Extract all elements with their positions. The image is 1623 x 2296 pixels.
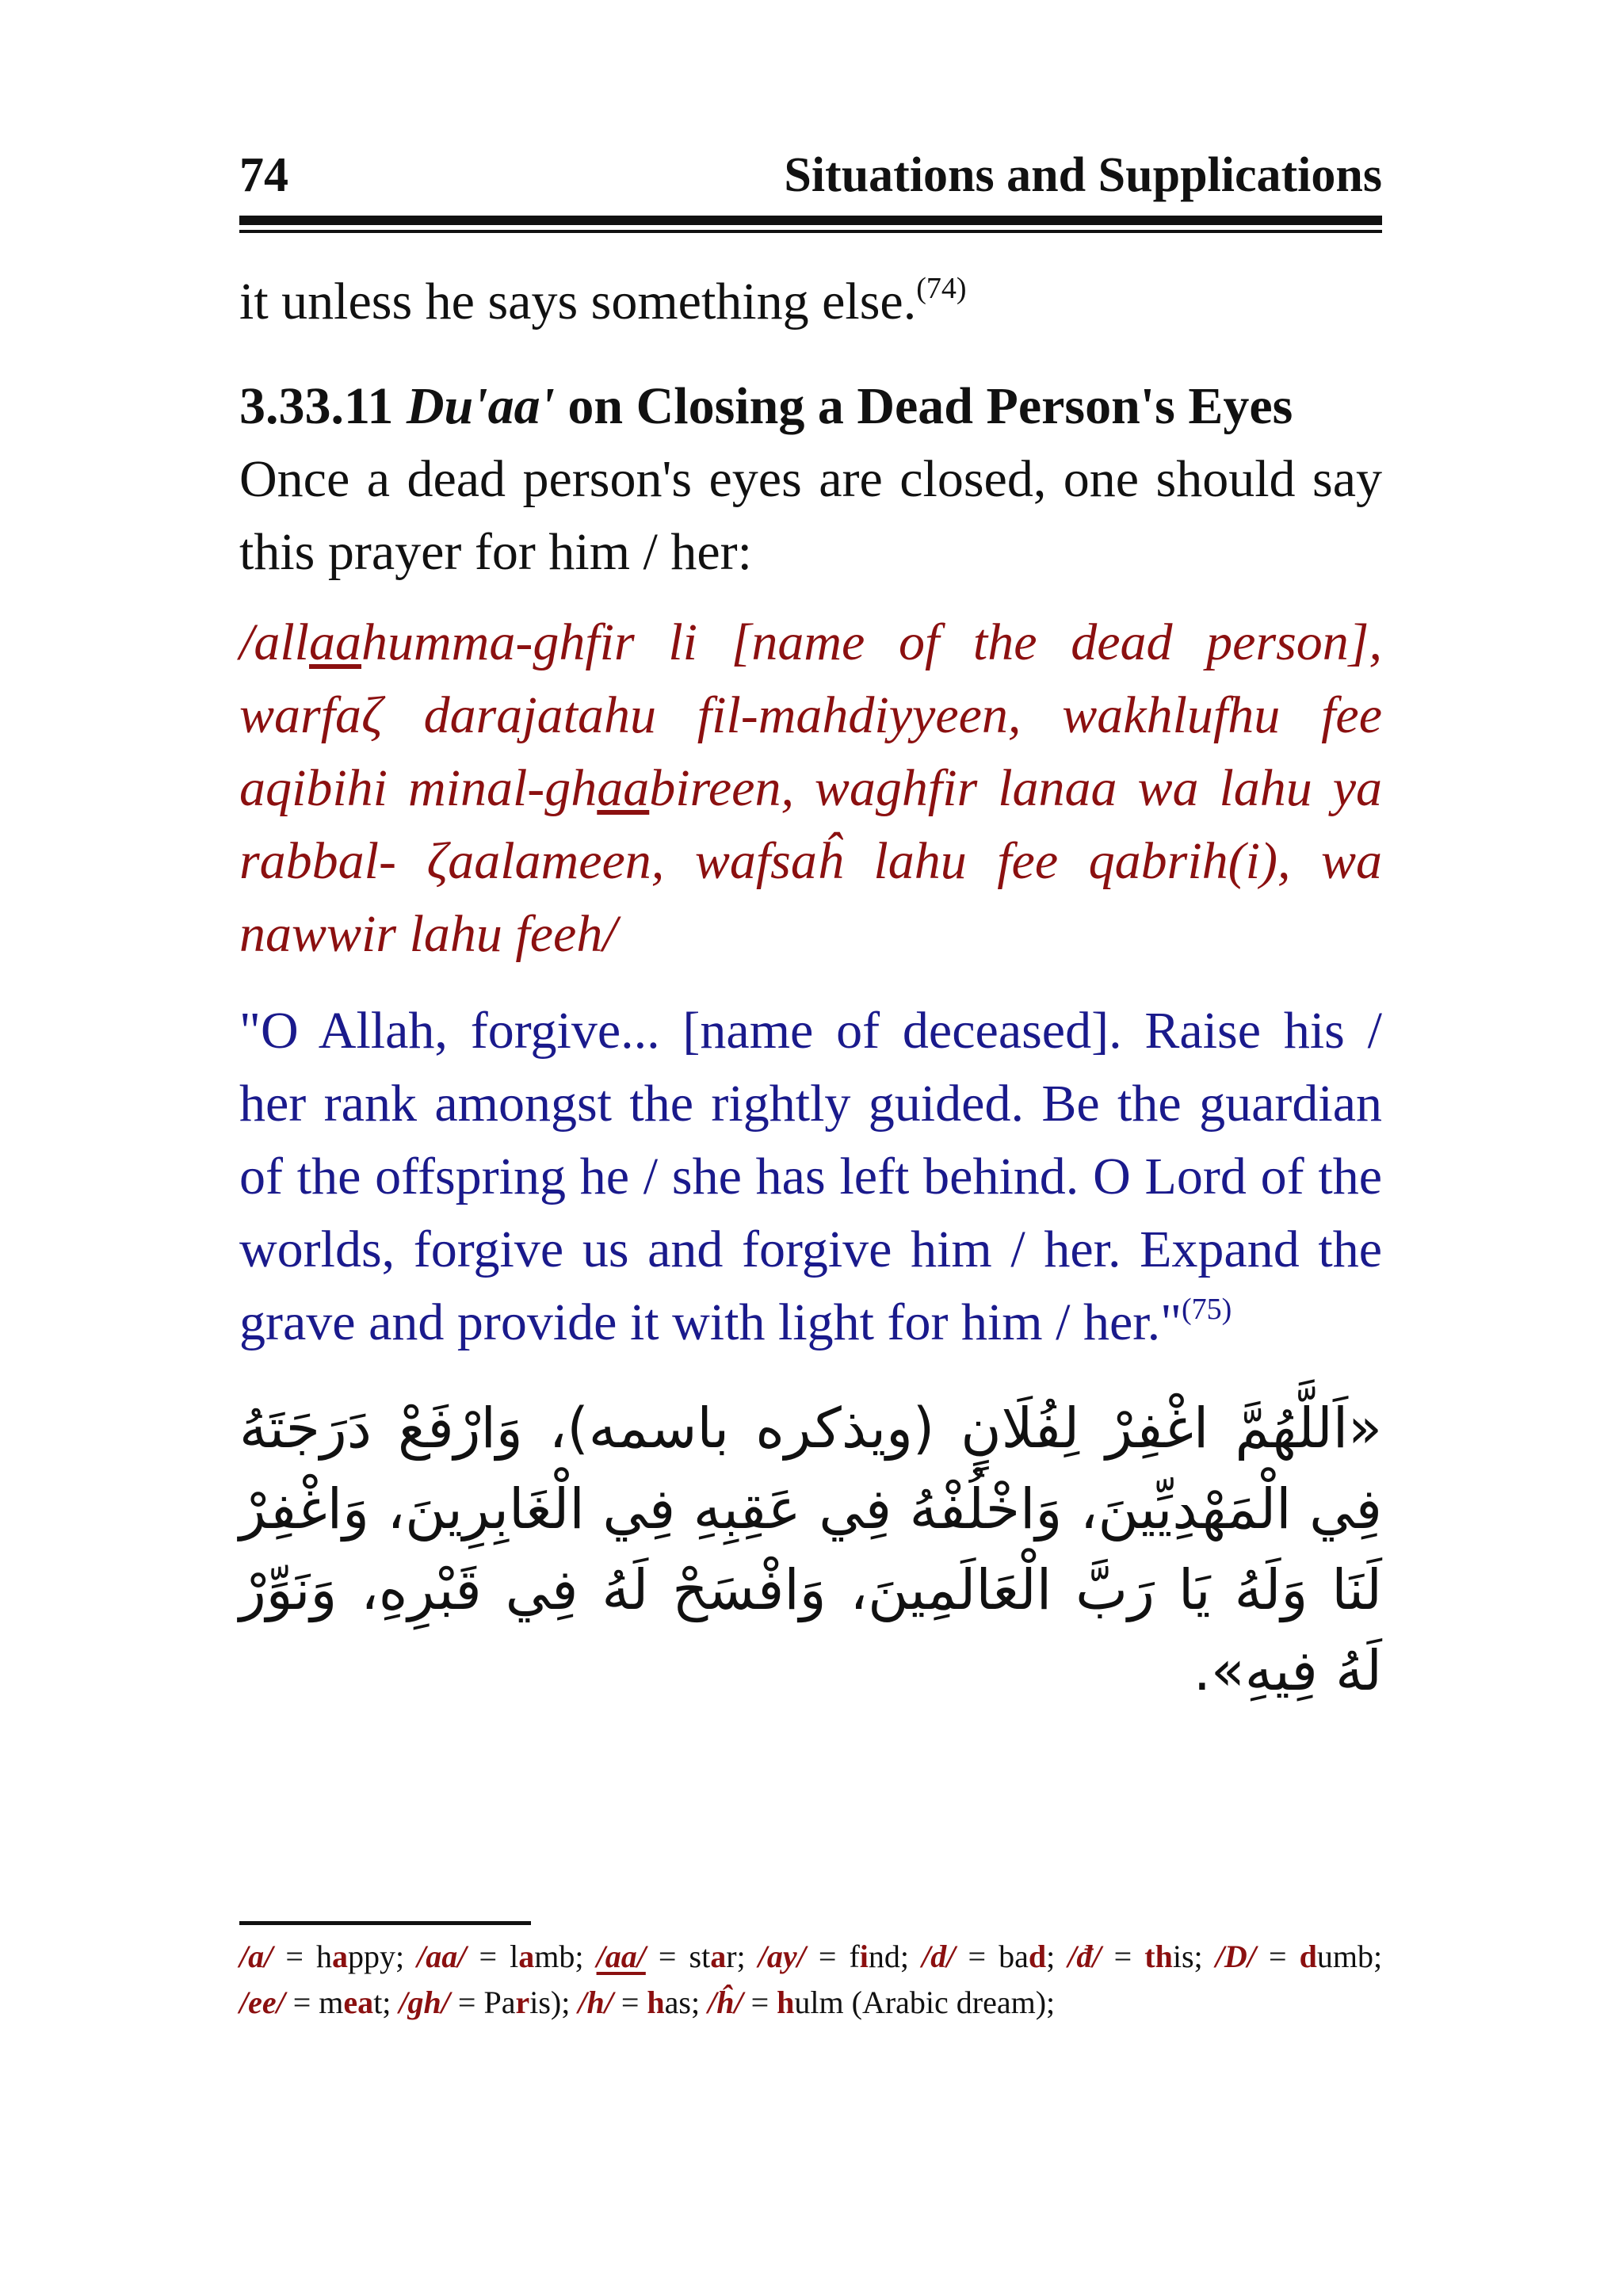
- key-highlight: d: [1028, 1939, 1047, 1974]
- key-symbol: /D/: [1215, 1939, 1256, 1974]
- footnote-rule: [239, 1921, 531, 1925]
- key-text: =: [449, 1985, 484, 2020]
- key-text: =: [1101, 1939, 1145, 1974]
- key-text: =: [743, 1985, 777, 2020]
- key-text: =: [955, 1939, 999, 1974]
- key-highlight: a: [331, 1939, 348, 1974]
- key-text: r;: [726, 1939, 746, 1974]
- key-text: ;: [1046, 1939, 1056, 1974]
- key-symbol: /ee/: [239, 1985, 285, 2020]
- key-text: is;: [1172, 1939, 1203, 1974]
- intro-text: it unless he says something else.: [239, 273, 917, 330]
- translit-underlined-2: aa: [597, 759, 650, 817]
- section-number: 3.33.11: [239, 377, 394, 435]
- key-item: [578, 1985, 708, 2020]
- section-3-33-11: [239, 370, 1382, 1711]
- running-title: Situations and Supplications: [784, 148, 1382, 202]
- key-text: t;: [373, 1985, 391, 2020]
- key-text: =: [613, 1985, 647, 2020]
- key-symbol: /ĥ/: [708, 1985, 743, 2020]
- key-text: h: [315, 1939, 332, 1974]
- arabic-supplication: «اَللَّهُمَّ اغْفِرْ لِفُلَانٍ (ويذكره باسمه)، وَارْفَعْ دَرَجَتَهُ فِي الْمَهْدِيِّينَ، وَاخْلُفْهُ فِي عَقِبِهِ فِي الْغَابِرِينَ، وَاغْفِرْ لَنَا وَلَهُ يَا رَبَّ الْعَالَمِينَ، وَافْسَحْ لَهُ فِي قَبْرِهِ، وَنَوِّرْ لَهُ فِيهِ».: [239, 1396, 1382, 1703]
- page-header: [239, 147, 1382, 211]
- key-item: [708, 1985, 1055, 2020]
- key-symbol: /ay/: [758, 1939, 806, 1974]
- key-text: =: [645, 1939, 689, 1974]
- key-text: ulm (Arabic dream);: [794, 1985, 1056, 2020]
- key-symbol: /d/: [922, 1939, 956, 1974]
- key-item: [239, 1939, 417, 1974]
- key-highlight: d: [1299, 1939, 1317, 1974]
- translit-part-1: /all: [239, 613, 310, 671]
- key-item: [922, 1939, 1067, 1974]
- key-highlight: th: [1144, 1939, 1173, 1974]
- key-symbol: /đ/: [1067, 1939, 1102, 1974]
- pronunciation-key: [239, 1934, 1382, 2026]
- key-highlight: a: [518, 1939, 535, 1974]
- key-item: [597, 1939, 758, 1974]
- key-text: st: [689, 1939, 711, 1974]
- key-symbol: /gh/: [399, 1985, 450, 2020]
- key-text: umb;: [1316, 1939, 1383, 1974]
- key-text: mb;: [534, 1939, 584, 1974]
- key-item: [758, 1939, 922, 1974]
- section-title-italic: Du'aa': [406, 377, 555, 435]
- section-title-text: on Closing a Dead Person's Eyes: [567, 377, 1293, 435]
- key-text: ba: [999, 1939, 1029, 1974]
- key-text: m: [319, 1985, 344, 2020]
- translit-part-2: humma-ghfir li [name of the dead person], warfaζ darajatahu fil-mahdiyyeen, wakhlufhu fee aqibihi minal-gh: [239, 613, 1382, 817]
- key-text: =: [285, 1985, 319, 2020]
- transliteration-block: [239, 606, 1382, 971]
- key-highlight: r: [515, 1985, 530, 2020]
- key-text: =: [466, 1939, 510, 1974]
- key-text: nd;: [868, 1939, 910, 1974]
- key-highlight: h: [777, 1985, 795, 2020]
- translit-part-3: bireen, waghfir lanaa wa lahu ya rabbal- ζaalameen, wafsaĥ lahu fee qabrih(i), wa nawwir lahu feeh/: [239, 759, 1383, 963]
- section-title: [239, 370, 1382, 443]
- translation-text: "O Allah, forgive... [name of deceased]. Raise his / her rank amongst the rightly guided. Be the guardian of the offspring he / she has left behind. O Lord of the worlds, forgive us and forgive him / her. Expand the grave and provide it with light for him / her.": [239, 1002, 1382, 1351]
- intro-paragraph: [239, 266, 1382, 338]
- key-text: f: [849, 1939, 860, 1974]
- translation-block: [239, 995, 1382, 1359]
- page-content: [239, 266, 1382, 1711]
- key-symbol: /h/: [578, 1985, 613, 2020]
- key-text: is);: [529, 1985, 571, 2020]
- header-rule-thick: [239, 216, 1382, 225]
- page-number: 74: [239, 148, 288, 202]
- key-item: [417, 1939, 596, 1974]
- key-text: as;: [664, 1985, 701, 2020]
- key-highlight: i: [859, 1939, 869, 1974]
- key-highlight: ea: [343, 1985, 374, 2020]
- header-rule-thin: [239, 230, 1382, 233]
- key-highlight: h: [647, 1985, 665, 2020]
- key-symbol: /aa/: [596, 1939, 646, 1974]
- translit-underlined-1: aa: [309, 613, 362, 671]
- key-item: [1216, 1939, 1382, 1974]
- footnote-ref-74: (74): [916, 272, 967, 305]
- key-item: [239, 1985, 399, 2020]
- key-text: =: [805, 1939, 850, 1974]
- key-item: [399, 1985, 578, 2020]
- key-symbol: /aa/: [417, 1939, 467, 1974]
- key-text: =: [1255, 1939, 1300, 1974]
- key-highlight: a: [710, 1939, 727, 1974]
- key-text: l: [510, 1939, 519, 1974]
- key-item: [1067, 1939, 1215, 1974]
- key-symbol: /a/: [239, 1939, 273, 1974]
- key-text: Pa: [483, 1985, 516, 2020]
- key-text: =: [273, 1939, 316, 1974]
- section-intro: Once a dead person's eyes are closed, one should say this prayer for him / her:: [239, 450, 1382, 581]
- footnote-ref-75: (75): [1182, 1293, 1232, 1326]
- key-text: ppy;: [347, 1939, 405, 1974]
